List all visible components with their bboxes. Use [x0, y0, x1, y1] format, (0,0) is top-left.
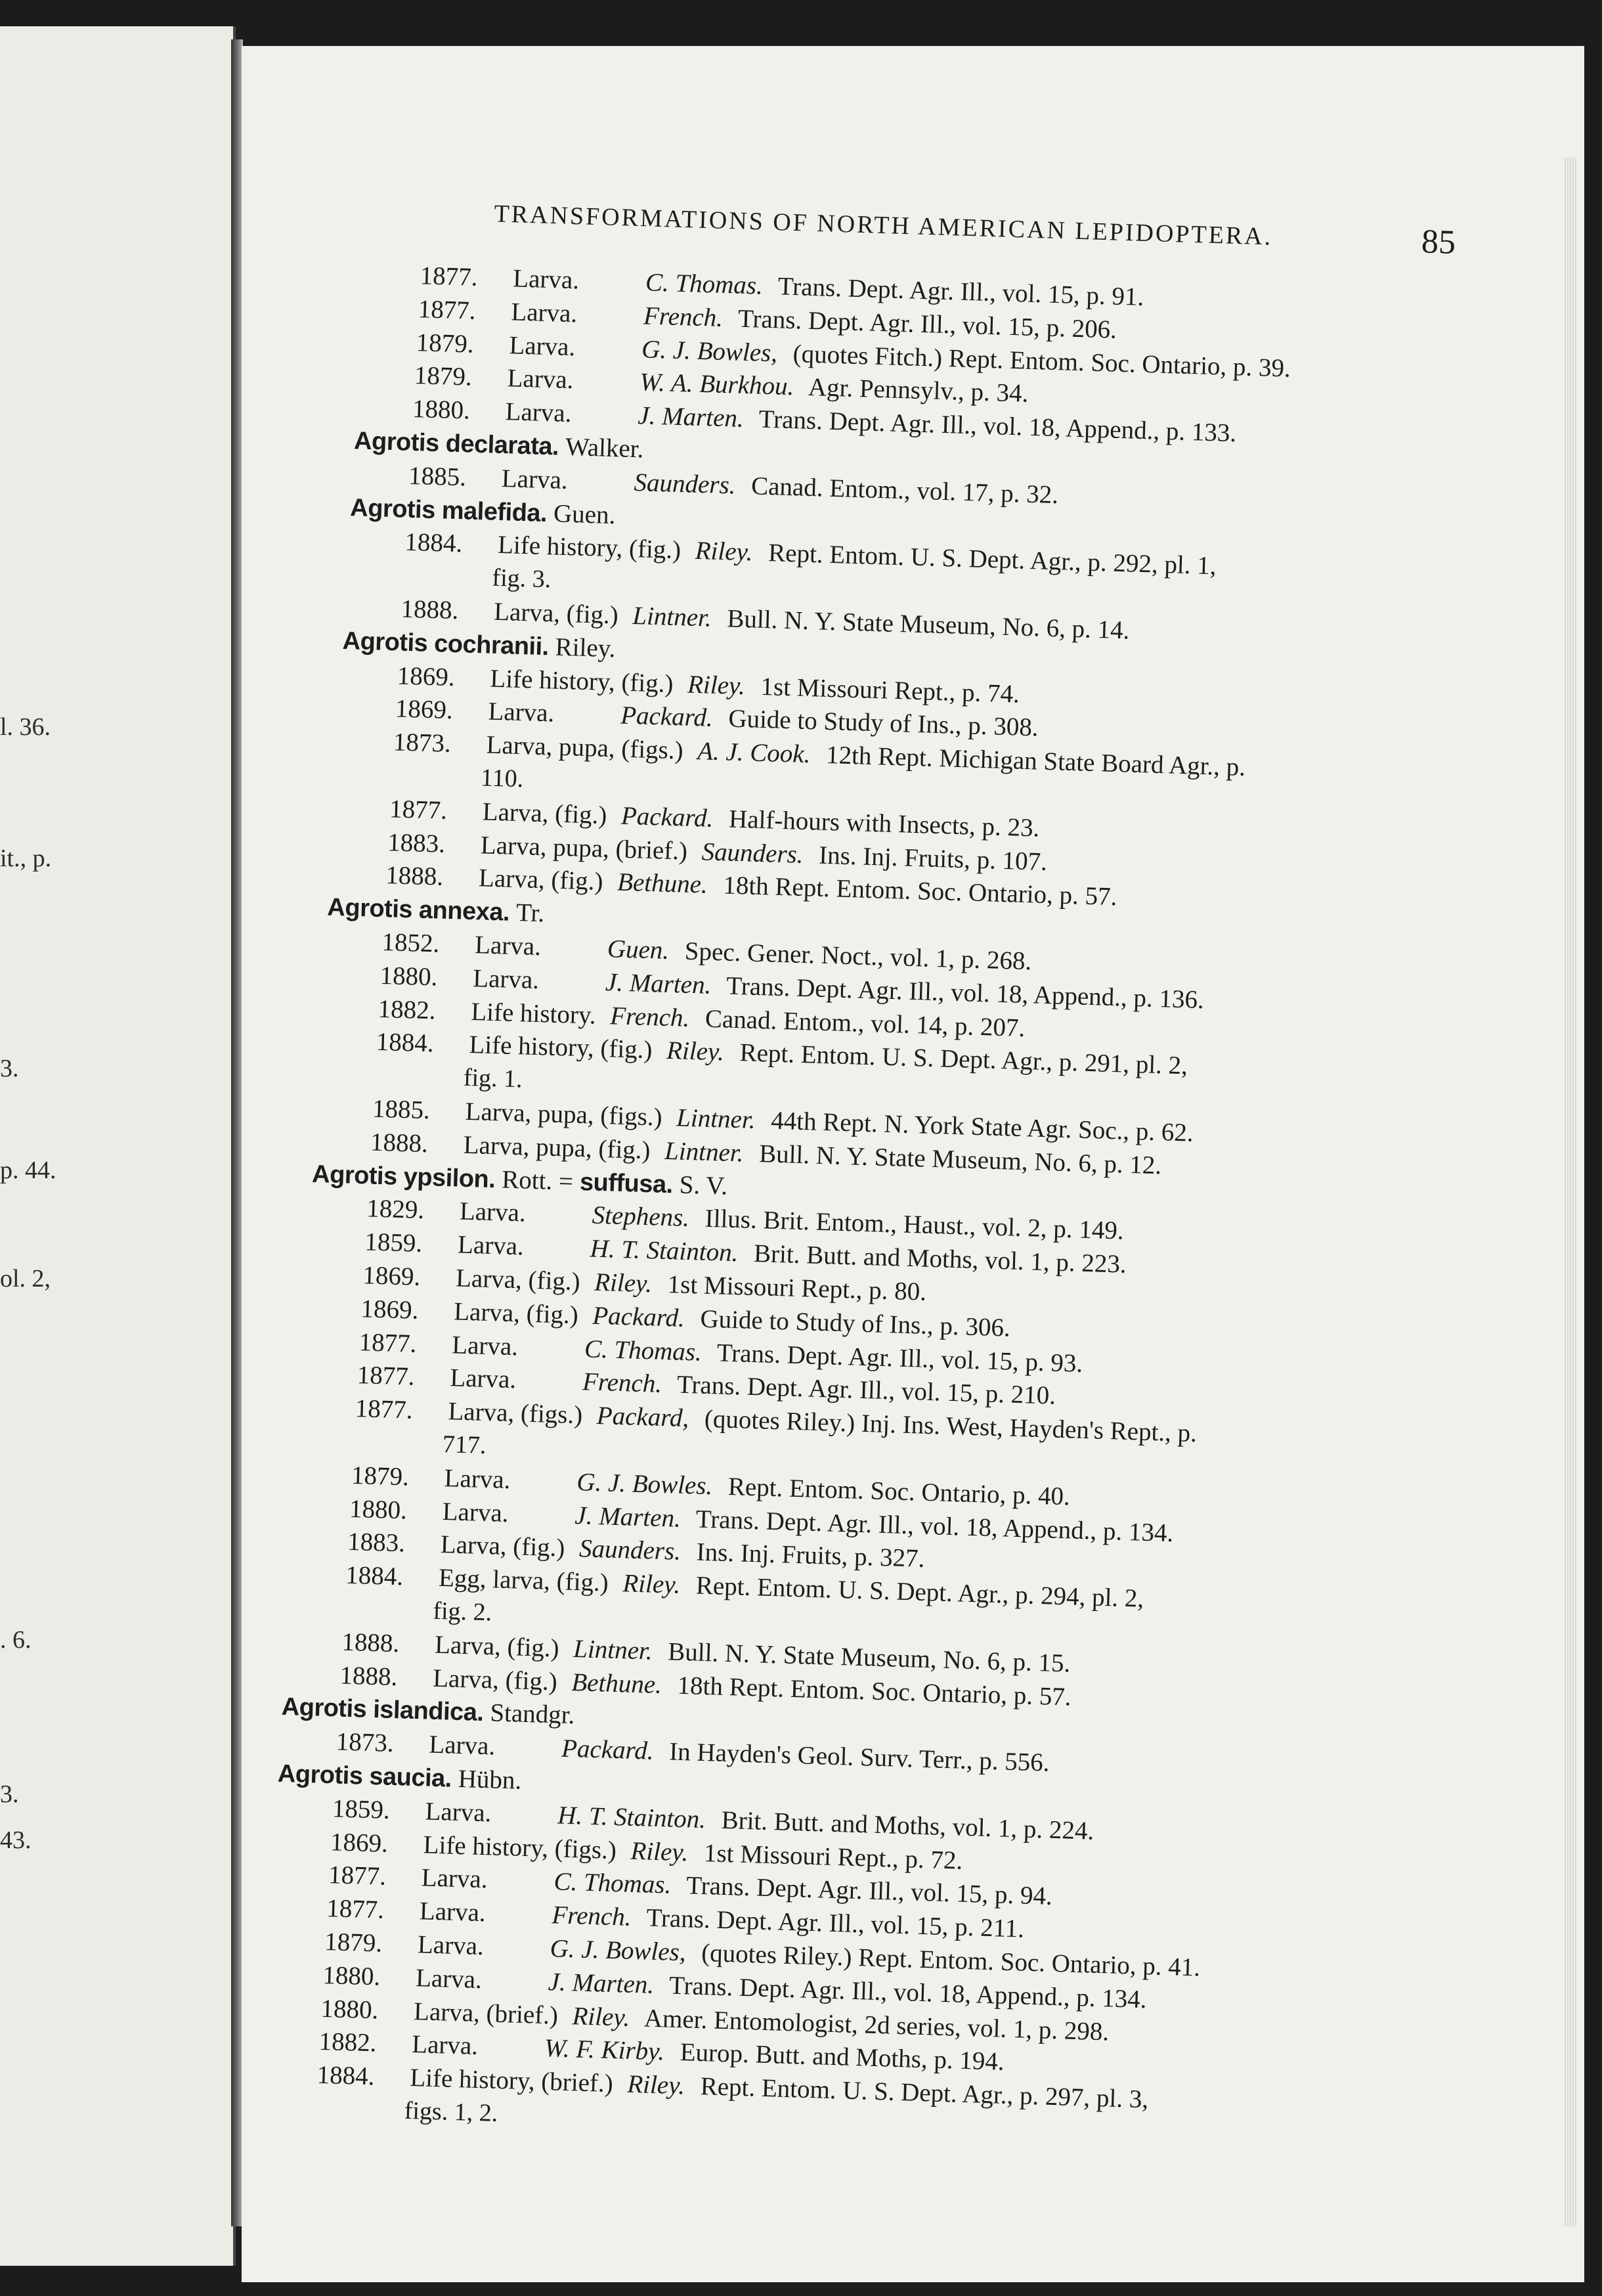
entry-year: 1879. — [324, 1928, 383, 1958]
entry-reference: (quotes Riley.) Rept. Entom. Soc. Ontario, p. 41. — [701, 1939, 1201, 1982]
entry-reference: Canad. Entom., vol. 14, p. 207. — [704, 1004, 1026, 1042]
entry-year: 1888. — [385, 861, 444, 892]
entry-author: G. J. Bowles, — [641, 334, 778, 367]
entry-stage: Larva. — [488, 697, 555, 728]
left-page-text-fragment: 3. — [0, 1055, 19, 1082]
entry-reference: Trans. Dept. Agr. Ill., vol. 18, Append., p. 134. — [668, 1971, 1148, 2014]
entry-stage: Larva. — [428, 1730, 496, 1761]
entry-reference: 44th Rept. N. York State Agr. Soc., p. 62. — [770, 1106, 1194, 1147]
entry-reference: 1st Missouri Rept., p. 72. — [703, 1838, 963, 1875]
entry-stage: Larva. — [501, 464, 569, 495]
entry-stage: Larva, (fig.) — [493, 597, 619, 630]
entry-author: J. Marten. — [548, 1967, 655, 1999]
species-name: Agrotis ypsilon. — [311, 1160, 496, 1193]
entry-author: Packard. — [592, 1301, 685, 1333]
entry-stage: Larva. — [449, 1363, 517, 1394]
entry-author: Saunders. — [634, 468, 737, 500]
entry-year: 1877. — [389, 794, 448, 825]
entry-stage: Life history, (fig.) — [497, 531, 682, 565]
species-name: Agrotis saucia. — [277, 1759, 452, 1793]
entry-year: 1880. — [379, 961, 439, 992]
entry-stage: Larva. — [474, 931, 542, 961]
entry-reference: (quotes Fitch.) Rept. Entom. Soc. Ontario, p. 39. — [792, 339, 1291, 383]
entry-stage: Larva. — [512, 264, 580, 295]
entry-reference: Brit. Butt. and Moths, vol. 1, p. 224. — [721, 1805, 1094, 1845]
entry-reference: Rept. Entom. U. S. Dept. Agr., p. 294, pl. 2, — [695, 1571, 1144, 1613]
species-authority: Rott. = — [501, 1165, 574, 1196]
entry-stage: Life history, (fig.) — [468, 1030, 653, 1065]
entry-year: 1883. — [347, 1528, 406, 1558]
entry-continuation: fig. 1. — [463, 1063, 523, 1093]
entry-stage: Larva, (fig.) — [478, 864, 604, 896]
entry-year: 1884. — [376, 1028, 435, 1058]
entry-year: 1869. — [395, 694, 454, 725]
entry-year: 1885. — [372, 1094, 431, 1125]
entry-year: 1880. — [412, 395, 471, 425]
entry-author: H. T. Stainton. — [557, 1801, 706, 1834]
entry-year: 1859. — [332, 1794, 391, 1824]
right-page — [242, 46, 1584, 2282]
species-authority: Guen. — [553, 499, 616, 529]
entry-author: Riley. — [630, 1836, 689, 1866]
entry-year: 1877. — [355, 1394, 414, 1424]
entry-author: Lintner. — [664, 1136, 745, 1168]
entry-reference: Rept. Entom. U. S. Dept. Agr., p. 291, pl. 2, — [739, 1038, 1188, 1080]
species-heading — [277, 1761, 521, 1794]
entry-stage: Larva, (fig.) — [455, 1264, 581, 1296]
entry-stage: Larva. — [442, 1497, 509, 1528]
species-heading — [342, 628, 616, 661]
entry-author: H. T. Stainton. — [590, 1234, 739, 1268]
left-page-text-fragment: it., p. — [0, 845, 52, 872]
entry-author: W. F. Kirby. — [544, 2034, 665, 2066]
entry-stage: Life history, (figs.) — [423, 1830, 617, 1865]
left-page-text-fragment: l. 36. — [0, 713, 51, 741]
entry-stage: Larva. — [507, 364, 574, 395]
entry-year: 1880. — [320, 1994, 379, 2025]
entry-reference: Trans. Dept. Agr. Ill., vol. 18, Append., p. 136. — [725, 971, 1205, 1014]
left-page-text-fragment: 3. — [0, 1780, 19, 1808]
entry-author: C. Thomas. — [645, 268, 764, 300]
entry-reference: Trans. Dept. Agr. Ill., vol. 15, p. 211. — [645, 1903, 1025, 1943]
entry-author: French. — [609, 1001, 690, 1032]
entry-reference: Canad. Entom., vol. 17, p. 32. — [750, 472, 1059, 509]
entry-reference: Spec. Gener. Noct., vol. 1, p. 268. — [684, 937, 1032, 976]
entry-stage: Larva, (fig.) — [482, 797, 607, 829]
entry-author: C. Thomas. — [584, 1334, 703, 1367]
species-name: Agrotis declarata. — [353, 427, 559, 461]
entry-author: French. — [552, 1901, 632, 1932]
entry-stage: Larva. — [505, 397, 573, 428]
entry-continuation: fig. 3. — [491, 563, 552, 594]
entry-author: Riley. — [695, 537, 754, 567]
entry-author: G. J. Bowles. — [576, 1467, 713, 1501]
left-page-fragment — [0, 26, 236, 2266]
entry-reference: Trans. Dept. Agr. Ill., vol. 15, p. 94. — [685, 1871, 1053, 1911]
entry-stage: Larva. — [421, 1863, 488, 1894]
entry-reference: In Hayden's Geol. Surv. Terr., p. 556. — [668, 1737, 1050, 1777]
entry-stage: Larva. — [411, 2030, 479, 2061]
entry-author: W. A. Burkhou. — [639, 368, 794, 401]
running-head: TRANSFORMATIONS OF NORTH AMERICAN LEPIDOPTERA. — [493, 200, 1273, 251]
species-authority: Tr. — [515, 898, 545, 928]
entry-author: G. J. Bowles, — [550, 1934, 687, 1967]
entry-stage: Larva, (fig.) — [434, 1630, 560, 1663]
entry-year: 1869. — [360, 1294, 419, 1325]
entry-stage: Larva. — [510, 298, 578, 328]
entry-reference: Brit. Butt. and Moths, vol. 1, p. 223. — [753, 1239, 1127, 1279]
entry-reference: Trans. Dept. Agr. Ill., vol. 15, p. 93. — [716, 1338, 1083, 1378]
entry-author: Bethune. — [617, 868, 708, 899]
entry-year: 1869. — [397, 661, 456, 692]
entry-author: A. J. Cook. — [697, 737, 812, 769]
entry-author: J. Marten. — [605, 967, 712, 1000]
entry-author: Stephens. — [592, 1201, 690, 1233]
page-content — [242, 46, 1456, 2247]
entry-author: Riley. — [622, 1569, 681, 1600]
entry-year: 1859. — [364, 1227, 423, 1258]
entry-stage: Larva. — [459, 1197, 527, 1227]
entry-year: 1877. — [418, 294, 477, 325]
entry-reference: 12th Rept. Michigan State Board Agr., p. — [825, 741, 1246, 782]
entry-reference: Trans. Dept. Agr. Ill., vol. 18, Append., p. 134. — [695, 1505, 1174, 1547]
entry-stage: Egg, larva, (fig.) — [438, 1564, 609, 1597]
entry-year: 1877. — [420, 261, 479, 292]
entry-author: Saunders. — [701, 837, 804, 869]
entry-year: 1885. — [408, 461, 467, 492]
entry-reference: Ins. Inj. Fruits, p. 107. — [818, 841, 1048, 876]
entry-author: Lintner. — [632, 602, 712, 632]
entry-reference: Trans. Dept. Agr. Ill., vol. 15, p. 210. — [676, 1370, 1056, 1411]
entry-stage: Larva. — [457, 1230, 525, 1261]
page-number: 85 — [1421, 223, 1456, 261]
entry-year: 1869. — [330, 1827, 389, 1858]
entry-author: Riley. — [594, 1268, 653, 1298]
entry-continuation: figs. 1, 2. — [404, 2096, 498, 2127]
entry-continuation: 717. — [442, 1430, 487, 1459]
entry-continuation: fig. 2. — [432, 1597, 492, 1627]
species-name: Agrotis islandica. — [281, 1693, 485, 1727]
entry-reference: Guide to Study of Ins., p. 308. — [727, 704, 1039, 742]
entry-reference: Bull. N. Y. State Museum, No. 6, p. 15. — [667, 1637, 1071, 1678]
entry-year: 1873. — [393, 728, 452, 759]
entry-year: 1882. — [378, 994, 437, 1025]
entry-stage: Larva. — [419, 1897, 487, 1928]
entry-reference: 1st Missouri Rept., p. 80. — [667, 1270, 927, 1306]
entry-year: 1879. — [351, 1461, 410, 1491]
entry-author: Riley. — [687, 670, 746, 700]
entry-reference: Amer. Entomologist, 2d series, vol. 1, p. 298. — [643, 2004, 1110, 2046]
entry-reference: Ins. Inj. Fruits, p. 327. — [696, 1537, 925, 1574]
entry-reference: Agr. Pennsylv., p. 34. — [808, 373, 1029, 408]
entry-reference: Rept. Entom. Soc. Ontario, p. 40. — [727, 1472, 1071, 1511]
entry-year: 1888. — [341, 1627, 400, 1658]
entry-author: Packard. — [561, 1734, 655, 1765]
entry-stage: Larva. — [451, 1330, 519, 1361]
synonym-authority: S. V. — [679, 1170, 728, 1201]
entry-year: 1877. — [326, 1894, 385, 1924]
entry-year: 1869. — [362, 1261, 421, 1291]
left-page-text-fragment: p. 44. — [0, 1157, 56, 1184]
entry-author: Lintner. — [676, 1103, 756, 1134]
entry-year: 1879. — [416, 328, 475, 359]
entry-year: 1882. — [318, 2027, 378, 2058]
entry-year: 1829. — [366, 1194, 425, 1225]
entry-author: Riley. — [666, 1036, 725, 1067]
entry-year: 1884. — [345, 1560, 404, 1591]
entry-reference: Rept. Entom. U. S. Dept. Agr., p. 297, pl. 3, — [700, 2072, 1149, 2114]
entry-reference: 18th Rept. Entom. Soc. Ontario, p. 57. — [677, 1671, 1072, 1711]
entry-reference: 1st Missouri Rept., p. 74. — [760, 672, 1020, 709]
entry-author: Riley. — [626, 2069, 685, 2100]
entry-reference: Europ. Butt. and Moths, p. 194. — [680, 2038, 1005, 2077]
entry-year: 1888. — [370, 1128, 429, 1158]
entry-stage: Life history, (brief.) — [409, 2064, 614, 2098]
entry-stage: Larva. — [444, 1463, 511, 1494]
entry-reference: Trans. Dept. Agr. Ill., vol. 15, p. 91. — [777, 272, 1144, 311]
species-authority: Walker. — [565, 432, 644, 464]
entry-stage: Larva, pupa, (fig.) — [463, 1130, 651, 1164]
entry-stage: Larva, (fig.) — [432, 1664, 558, 1696]
left-page-text-fragment: ol. 2, — [0, 1265, 51, 1292]
entry-author: Saunders. — [578, 1534, 682, 1566]
entry-year: 1877. — [357, 1361, 416, 1392]
entry-reference: Trans. Dept. Agr. Ill., vol. 18, Append., p. 133. — [758, 405, 1237, 448]
entry-stage: Larva. — [417, 1930, 485, 1961]
entry-author: Packard. — [620, 801, 714, 833]
species-name: Agrotis cochranii. — [342, 627, 550, 661]
entry-reference: Guide to Study of Ins., p. 306. — [699, 1304, 1011, 1342]
species-authority: Standgr. — [489, 1698, 575, 1730]
entry-reference: Half-hours with Insects, p. 23. — [728, 805, 1040, 843]
species-name: Agrotis malefida. — [349, 493, 548, 527]
entry-author: C. Thomas. — [553, 1867, 672, 1900]
entry-year: 1888. — [339, 1661, 399, 1691]
entry-author: French. — [582, 1367, 662, 1399]
entry-reference: Rept. Entom. U. S. Dept. Agr., p. 292, pl. 1, — [768, 539, 1217, 581]
entry-stage: Life history. — [470, 997, 597, 1030]
left-page-text-fragment: . 6. — [0, 1626, 32, 1654]
page-edges — [1565, 158, 1576, 2226]
entry-year: 1873. — [336, 1727, 395, 1758]
species-synonym: suffusa. — [579, 1168, 674, 1199]
entry-stage: Larva. — [472, 963, 540, 994]
entry-reference: Bull. N. Y. State Museum, No. 6, p. 14. — [726, 604, 1131, 645]
entry-author: Guen. — [607, 935, 670, 965]
entry-reference: Trans. Dept. Agr. Ill., vol. 15, p. 206. — [737, 304, 1117, 344]
entry-year: 1877. — [358, 1327, 418, 1358]
species-authority: Hübn. — [458, 1764, 522, 1795]
entry-author: Bethune. — [571, 1667, 662, 1699]
entry-year: 1852. — [381, 927, 440, 958]
entry-stage: Life history, (fig.) — [489, 664, 674, 698]
entry-author: Packard, — [596, 1402, 689, 1433]
entry-stage: Larva, (fig.) — [440, 1530, 566, 1562]
species-name: Agrotis annexa. — [326, 893, 510, 927]
species-heading — [350, 495, 616, 528]
entry-year: 1877. — [328, 1861, 387, 1891]
entry-year: 1880. — [349, 1494, 408, 1525]
entry-year: 1880. — [322, 1960, 381, 1991]
entry-author: Lintner. — [573, 1634, 653, 1666]
entry-reference: (quotes Riley.) Inj. Ins. West, Hayden's Rept., p. — [704, 1405, 1198, 1448]
species-heading — [327, 894, 545, 927]
entry-reference: Bull. N. Y. State Museum, No. 6, p. 12. — [758, 1139, 1162, 1180]
entry-stage: Larva. — [425, 1797, 492, 1828]
entry-year: 1879. — [414, 361, 473, 392]
entry-reference: Illus. Brit. Entom., Haust., vol. 2, p. 149. — [704, 1204, 1125, 1246]
left-page-text-fragment: 43. — [0, 1826, 32, 1854]
entry-stage: Larva. — [508, 330, 576, 361]
species-heading — [312, 1161, 728, 1199]
entry-stage: Larva, pupa, (figs.) — [465, 1097, 663, 1132]
species-heading — [354, 428, 644, 462]
entry-author: Packard. — [620, 701, 714, 733]
species-authority: Riley. — [555, 632, 617, 663]
entry-stage: Larva, (fig.) — [453, 1297, 579, 1329]
entry-continuation: 110. — [480, 764, 524, 793]
entry-author: J. Marten. — [574, 1501, 682, 1533]
entry-author: J. Marten. — [637, 401, 745, 433]
entry-reference: 18th Rept. Entom. Soc. Ontario, p. 57. — [722, 871, 1117, 912]
entry-stage: Larva, (brief.) — [413, 1997, 559, 2030]
entry-year: 1883. — [387, 828, 446, 858]
entry-stage: Larva, pupa, (brief.) — [480, 830, 688, 866]
entry-stage: Larva. — [415, 1963, 483, 1994]
entry-year: 1884. — [316, 2060, 376, 2091]
entry-stage: Larva, (figs.) — [447, 1397, 583, 1430]
entry-stage: Larva, pupa, (figs.) — [486, 730, 684, 765]
entry-year: 1884. — [404, 528, 463, 558]
entry-year: 1888. — [401, 594, 460, 625]
species-heading — [281, 1694, 575, 1728]
entry-author: French. — [643, 301, 724, 332]
entry-author: Riley. — [572, 2001, 631, 2032]
